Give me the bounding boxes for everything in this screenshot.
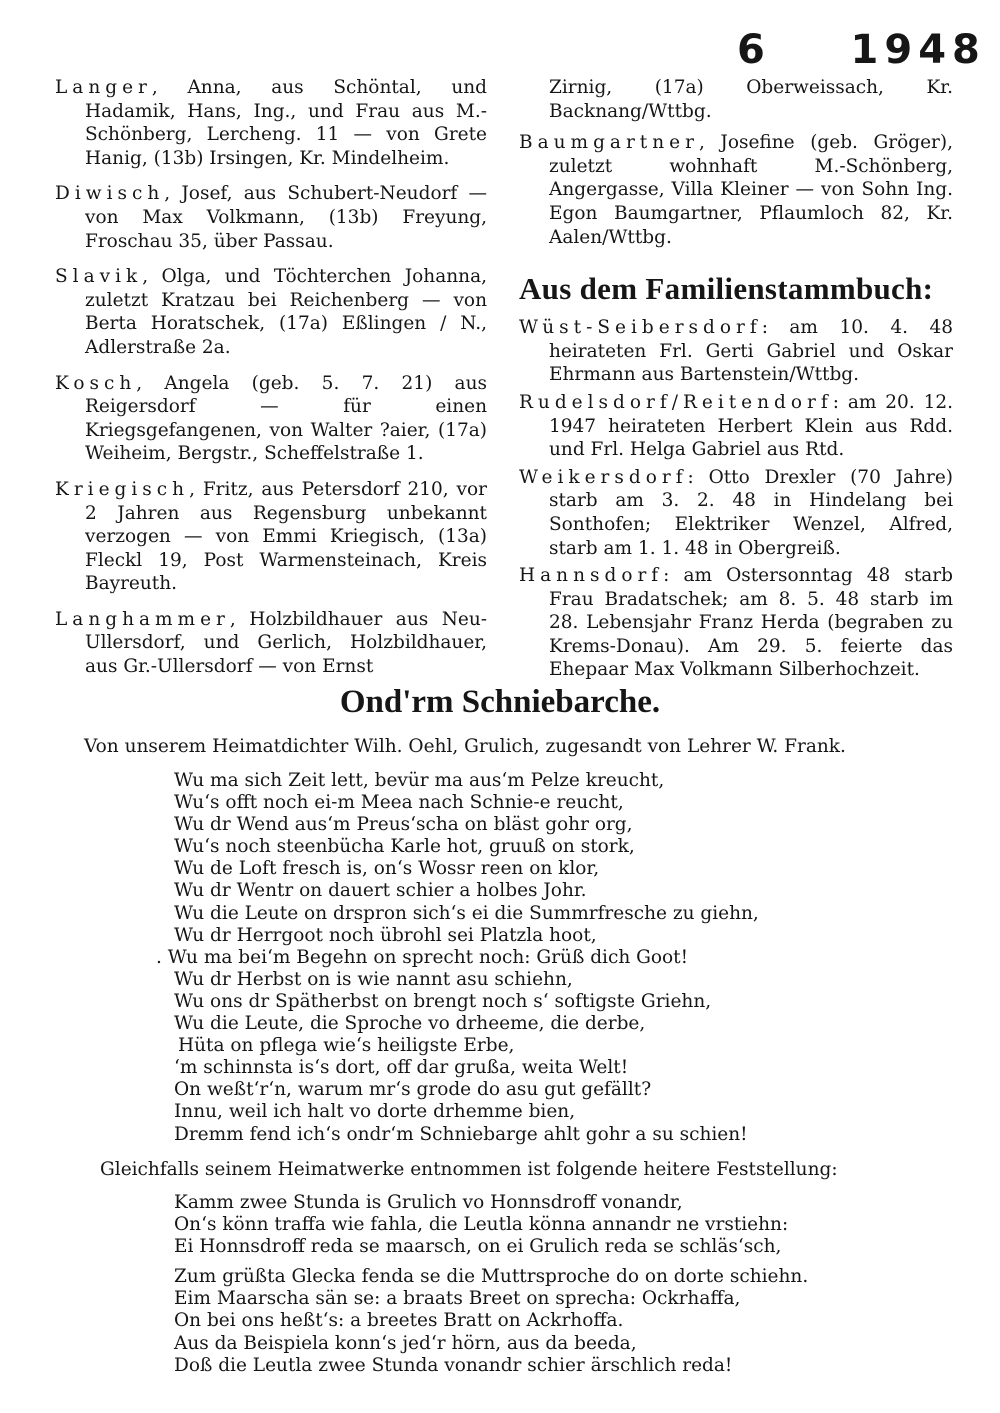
page-number bbox=[737, 27, 986, 73]
entry-name: Diwisch bbox=[55, 183, 165, 205]
entry-name: Kosch bbox=[55, 372, 137, 394]
search-entry bbox=[55, 372, 487, 466]
entry-text: : am 20. 12. 1947 heirateten Herbert Klein aus Rdd. und Frl. Helga Gabriel aus Rtd. bbox=[549, 391, 953, 461]
search-entry bbox=[55, 265, 487, 359]
family-entry bbox=[519, 466, 953, 560]
stanza-line: On bei ons heßt‘s: a breetes Bratt on Ackrhoffa. bbox=[174, 1310, 624, 1332]
entry-text: : am 10. 4. 48 heirateten Frl. Gerti Gabriel und Oskar Ehrmann aus Bartenstein/Wttbg. bbox=[549, 317, 953, 386]
poem-title: Ond'rm Schniebarche. bbox=[339, 684, 661, 720]
right-column bbox=[519, 76, 953, 686]
search-entry-continued bbox=[519, 76, 953, 123]
left-column bbox=[55, 76, 487, 679]
page-number-value: 6 bbox=[737, 27, 771, 73]
poem-line: . Wu ma bei‘m Begehn on sprecht noch: Grüß dich Goot! bbox=[156, 946, 689, 968]
entry-text: , Holzbildhauer aus Neu-Ullersdorf, und Gerlich, Holzbildhauer, aus Gr.-Ullersdorf — von Ernst bbox=[85, 608, 487, 678]
poem-byline: Von unserem Heimatdichter Wilh. Oehl, Grulich, zugesandt von Lehrer W. Frank. bbox=[84, 736, 846, 757]
stanza-line: Kamm zwee Stunda is Grulich vo Honnsdroff vonandr, bbox=[174, 1192, 683, 1213]
entry-place: Wüst-Seibersdorf bbox=[519, 317, 762, 339]
search-entry bbox=[55, 608, 487, 679]
search-entry bbox=[55, 478, 487, 596]
second-stanza-2 bbox=[174, 1266, 954, 1377]
entry-name: Langhammer bbox=[55, 608, 230, 630]
poem-line: Dremm fend ich‘s ondr‘m Schniebarge ahlt gohr a su schien! bbox=[174, 1123, 748, 1145]
second-part-intro: Gleichfalls seinem Heimatwerke entnommen ist folgende heitere Feststellung: bbox=[100, 1159, 838, 1180]
entry-text: : am Ostersonntag 48 starb Frau Bradatschek; am 8. 5. 48 starb im 28. Lebensjahr Franz Herda (begraben zu Krems-Donau). Am 29. 5. feierte das Ehepaar Max Volkmann Silberhochzeit. bbox=[549, 565, 953, 681]
entry-name: Slavik bbox=[55, 266, 143, 288]
poem-line: Wu‘s offt noch ei-m Meea nach Schnie-e reucht, bbox=[174, 792, 624, 814]
entry-text: Zirnig, (17a) Oberweissach, Kr. Backnang/Wttbg. bbox=[549, 77, 953, 122]
entry-place: Rudelsdorf/Reitendorf bbox=[519, 391, 833, 413]
poem-line: Wu de Loft fresch is, on‘s Wossr reen on klor, bbox=[174, 858, 600, 880]
poem-line: Wu dr Wend aus‘m Preus‘scha on bläst gohr org, bbox=[174, 814, 633, 836]
family-entry bbox=[519, 316, 953, 387]
entry-text: , Anna, aus Schöntal, und Hadamik, Hans, Ing., und Frau aus M.-Schönberg, Lercheng. 11 — von Grete Hanig, (13b) Irsingen, Kr. Mindelheim. bbox=[85, 77, 487, 169]
family-entry bbox=[519, 391, 953, 462]
second-stanza-1 bbox=[174, 1192, 954, 1259]
poem-line: Wu die Leute on drspron sich‘s ei die Summrfresche zu giehn, bbox=[174, 902, 759, 924]
poem-line: ‘m schinnsta is‘s dort, off dar grußa, weita Welt! bbox=[174, 1057, 629, 1079]
family-section-title: Aus dem Familienstammbuch: bbox=[519, 271, 934, 307]
poem-line: Innu, weil ich halt vo dorte drhemme bien, bbox=[174, 1101, 576, 1123]
poem-body bbox=[156, 770, 954, 1146]
entry-place: Hannsdorf bbox=[519, 565, 664, 587]
stanza-line: Doß die Leutla zwee Stunda vonandr schier ärschlich reda! bbox=[174, 1354, 733, 1376]
entry-text: , Angela (geb. 5. 7. 21) aus Reigersdorf — für einen Kriegsgefangenen, von Walter ?aier, (17a) Weiheim, Bergstr., Scheffelstraße 1. bbox=[85, 372, 487, 465]
stanza-line: Aus da Beispiela konn‘s jed‘r hörn, aus da beeda, bbox=[174, 1332, 637, 1354]
search-entry bbox=[55, 76, 487, 170]
poem-line: Wu ons dr Spätherbst on brengt noch s‘ softigste Griehn, bbox=[174, 990, 712, 1012]
year-value: 1948 bbox=[850, 27, 986, 73]
poem-line: Wu ma sich Zeit lett, bevür ma aus‘m Pelze kreucht, bbox=[174, 770, 665, 791]
entry-text: , Fritz, aus Petersdorf 210, vor 2 Jahren aus Regensburg unbekannt verzogen — von Emmi Kriegisch, (13a) Fleckl 19, Post Warmensteinach, Kreis Bayreuth. bbox=[85, 478, 487, 595]
entry-text: : Otto Drexler (70 Jahre) starb am 3. 2. 48 in Hindelang bei Sonthofen; Elektriker Wenzel, Alfred, starb am 1. 1. 48 in Obergreiß. bbox=[549, 466, 953, 559]
poem-line: On weßt‘r‘n, warum mr‘s grode do asu gut gefällt? bbox=[174, 1079, 652, 1101]
entry-text: , Olga, und Töchterchen Johanna, zuletzt Kratzau bei Reichenberg — von Berta Horatschek, (17a) Eßlingen / N., Adlerstraße 2a. bbox=[85, 266, 487, 358]
entry-place: Weikersdorf bbox=[519, 466, 688, 488]
poem-line: Wu dr Wentr on dauert schier a holbes Johr. bbox=[174, 880, 587, 902]
stanza-line: Ei Honnsdroff reda se maarsch, on ei Grulich reda se schläs‘sch, bbox=[174, 1236, 782, 1258]
poem-line: Wu die Leute, die Sproche vo drheeme, die derbe, bbox=[174, 1013, 646, 1035]
entry-name: Langer bbox=[55, 77, 152, 98]
poem-line: Wu‘s noch steenbücha Karle hot, gruuß on stork, bbox=[174, 836, 635, 858]
entry-text: , Josef, aus Schubert-Neudorf — von Max Volkmann, (13b) Freyung, Froschau 35, über Passau. bbox=[85, 183, 487, 252]
search-entry bbox=[55, 182, 487, 253]
poem-line: Wu dr Herrgoot noch übrohl sei Platzla hoot, bbox=[174, 924, 597, 946]
entry-name: Kriegisch bbox=[55, 478, 190, 500]
family-entry bbox=[519, 564, 953, 682]
stanza-line: Eim Maarscha sän se: a braats Breet on sprecha: Ockrhaffa, bbox=[174, 1288, 741, 1310]
poem-line: Hüta on pflega wie‘s heiligste Erbe, bbox=[178, 1035, 515, 1057]
entry-text: , Josefine (geb. Gröger), zuletzt wohnhaft M.-Schönberg, Angergasse, Villa Kleiner — von Sohn Ing. Egon Baumgartner, Pflaumloch 82, Kr. Aalen/Wttbg. bbox=[549, 132, 953, 248]
entry-name: Baumgartner bbox=[519, 132, 699, 154]
search-entry bbox=[519, 131, 953, 249]
stanza-line: Zum grüßta Glecka fenda se die Muttrsproche do on dorte schiehn. bbox=[174, 1266, 809, 1287]
stanza-line: On‘s könn traffa wie fahla, die Leutla könna annandr ne vrstiehn: bbox=[174, 1214, 789, 1236]
poem-line: Wu dr Herbst on is wie nannt asu schiehn, bbox=[174, 968, 573, 990]
